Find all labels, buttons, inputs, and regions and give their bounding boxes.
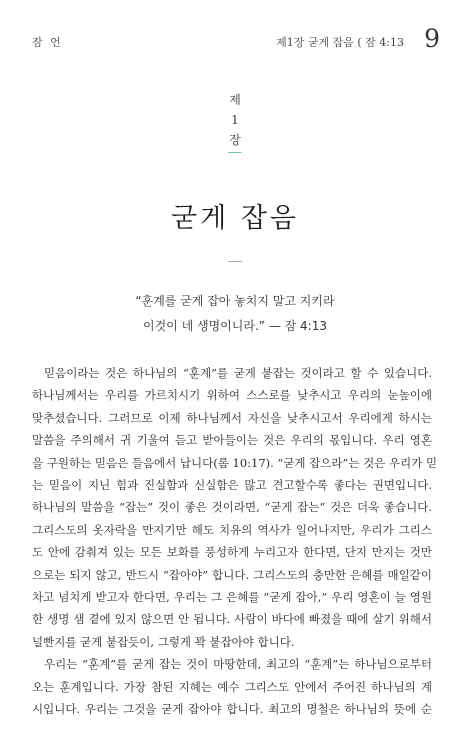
epigraph-reference: — 잠 4:13 [268,319,327,333]
body-line: 하나님께서는 우리를 가르치시기 위하여 스스로를 낮추시고 우리의 눈높이에 [32,388,432,403]
chapter-label-char: 장 [229,133,241,147]
chapter-divider [228,152,242,153]
body-line: 시입니다. 우리는 그것을 굳게 잡아야 합니다. 최고의 명철은 하나님의 뜻에 순 [32,702,432,717]
body-line: 차고 넘치게 받고자 한다면, 우리는 그 은혜를 “굳게 잡아,” 우리 영혼이 늘 영원 [32,590,432,605]
epigraph-line: “훈계를 굳게 잡아 놓치지 말고 지키라 [135,294,335,308]
body-line: 도 안에 감춰져 있는 모든 보화를 풍성하게 누리고자 한다면, 단지 만지는 것만 [32,545,432,560]
chapter-label-char: 제 [229,93,241,107]
chapter-title: 굳게 잡음 [171,203,299,234]
body-line: 널빤지를 굳게 붙잡듯이, 그렇게 꽉 붙잡아야 합니다. [32,634,295,649]
running-header [0,24,470,53]
body-line: 으로는 되지 않고, 반드시 “잡아야” 합니다. 그리스도의 충만한 은혜를 매일같이 [32,567,432,582]
body-line: 우리는 “훈계”를 굳게 잡는 것이 마땅한데, 최고의 “훈계”는 하나님으로부터 [44,657,432,672]
body-line: 말씀을 주의해서 귀 기울여 듣고 받아들이는 것은 우리의 몫입니다. 우리 영혼 [32,433,432,448]
book-title: 잠 언 [32,36,63,49]
body-line: 는 믿음이 지닌 힘과 진실함과 신실함은 많고 견고할수록 좋다는 권면입니다. [32,478,432,493]
epigraph [0,289,470,339]
title-divider [228,261,242,262]
body-text [32,362,438,721]
epigraph-quote-end: 이것이 네 생명이니라.” [143,319,265,333]
body-line: 믿음이라는 것은 하나님의 “훈계”를 굳게 붙잡는 것이라고 할 수 있습니다. [44,366,432,380]
body-line: 한 생명 샘 곁에 있지 않으면 안 됩니다. 사람이 바다에 빠졌을 때에 살기 위해서 [32,612,432,627]
epigraph-line [0,314,470,339]
body-line: 오는 훈계입니다. 가장 참된 지혜는 예수 그리스도 안에서 주어진 하나님의 계 [32,679,432,694]
body-line: 맞추셨습니다. 그러므로 이제 하나님께서 자신을 낮추시고서 우리에게 하시는 [32,410,432,425]
body-line: 을 구원하는 믿음은 들음에서 납니다(롬 10:17). “굳게 잡으라”는 것은 우리가 믿 [32,455,438,470]
chapter-label-number: 1 [231,113,239,127]
page-number: 9 [424,24,440,53]
body-line: 하나님의 말씀을 “잡는” 것이 좋은 것이라면, “굳게 잡는” 것은 더욱 좋습니다. [32,500,432,515]
chapter-label [0,90,470,150]
chapter-running-title: 제1장 굳게 잡음 ( 잠 4:13 [276,36,404,49]
body-line: 그리스도의 옷자락을 만지기만 해도 치유의 역사가 일어나지만, 우리가 그리스 [32,522,432,537]
